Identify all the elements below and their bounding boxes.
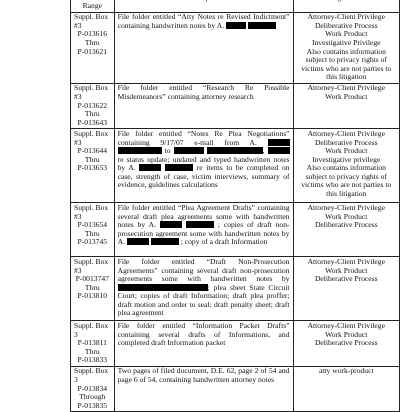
- redaction-box: [174, 147, 204, 154]
- table-row: [71, 257, 400, 321]
- privilege-cell: atty work-product: [293, 366, 399, 411]
- description-cell: File folder entitled “Draft Non-Prosecution Agreements” containing several draft non-prosecution agreements some with handwritten notes by ; plea sheet State Circuit Court; copies of draft Information; draft plea proffer; draft motion and order to seal; draft penalty sheet; draft plea agreement: [114, 257, 293, 321]
- redaction-box: [226, 22, 246, 29]
- redaction-box: [151, 238, 179, 245]
- privilege-cell: Attorney-Client Privilege Work Product Deliberative Process: [293, 321, 399, 366]
- bates-range-cell: Suppl. Box #3 P-013654 Thru P-013745: [71, 203, 115, 257]
- privilege-cell: Attorney-Client Privilege Deliberative Process Work Product Investigative privilege Also contains information subject to privacy rights of victims who are not parties to this litigation: [293, 129, 399, 203]
- redaction-box: [160, 221, 182, 228]
- header-privilege: [293, 0, 399, 12]
- redaction-box: [248, 22, 276, 29]
- header-location: Range: [71, 0, 115, 12]
- description-cell: File folder entitled “Plea Agreement Drafts” containing several draft plea agreements some with handwritten notes by A. ; copies of draft non-prosecution agreement some with handwritten notes by A. ; copy of a draft Information: [114, 203, 293, 257]
- redaction-box: [268, 147, 290, 154]
- bates-range-cell: Suppl. Box #3 P-0013747 Thru P-013810: [71, 257, 115, 321]
- description-cell: Two pages of filed document, D.E. 62, page 2 of 54 and page 6 of 54, containing handwritten attorney notes: [114, 366, 293, 411]
- table-row: [71, 321, 400, 366]
- redaction-box: [127, 238, 149, 245]
- redaction-box: [186, 221, 214, 228]
- privilege-cell: Attorney-Client Privilege Deliberative Process Work Product Investigative Privilege Also contains information subject to privacy rights of victims who are not parties to this litigation: [293, 12, 399, 83]
- bates-range-cell: Suppl. Box #3 P-013644 Thru P-013653: [71, 129, 115, 203]
- description-cell: File folder entitled “Research Re Possible Misdemeanors” containing attorney research: [114, 83, 293, 128]
- header-description: [114, 0, 293, 12]
- table-row: [71, 12, 400, 83]
- privilege-cell: Attorney-Client Privilege Work Product: [293, 83, 399, 128]
- privilege-cell: Attorney-Client Privilege Work Product Deliberative Process: [293, 257, 399, 321]
- redaction-box: [165, 164, 193, 171]
- redaction-box: [268, 139, 290, 146]
- redaction-box: [118, 284, 208, 291]
- table-header-row: [71, 0, 400, 12]
- redaction-box: [139, 164, 161, 171]
- privilege-log-table: [70, 0, 400, 412]
- description-cell: File folder entitled “Atty Notes re Revised Indictment” containing handwritten notes by A.: [114, 12, 293, 83]
- privilege-cell: Attorney-Client Privilege Work Product Deliberative Process: [293, 203, 399, 257]
- bates-range-cell: Suppl. Box #3 P-013622 Thru P-013643: [71, 83, 115, 128]
- table-row: [71, 203, 400, 257]
- bates-range-cell: Suppl. Box #3 P-013616 Thru P-013621: [71, 12, 115, 83]
- table-row: [71, 366, 400, 411]
- bates-range-cell: Suppl. Box 3 P-013834 Through P-013835: [71, 366, 115, 411]
- table-row: [71, 83, 400, 128]
- description-cell: File folder entitled “Information Packet Drafts” containing several drafts of Informations, and completed draft Information packet: [114, 321, 293, 366]
- description-cell: File folder entitled “Notes Re Plea Negotiations” containing 9/17/07 e-mail from A. to , re status update; undated and typed handwritten notes by A. re items to be completed on case, strength of case, victim interviews, summary of evidence, guidelines calculations: [114, 129, 293, 203]
- redaction-box: [207, 147, 263, 154]
- table-row: [71, 129, 400, 203]
- bates-range-cell: Suppl. Box 3 P-013811 Thru P-013833: [71, 321, 115, 366]
- redaction-box: [118, 147, 162, 154]
